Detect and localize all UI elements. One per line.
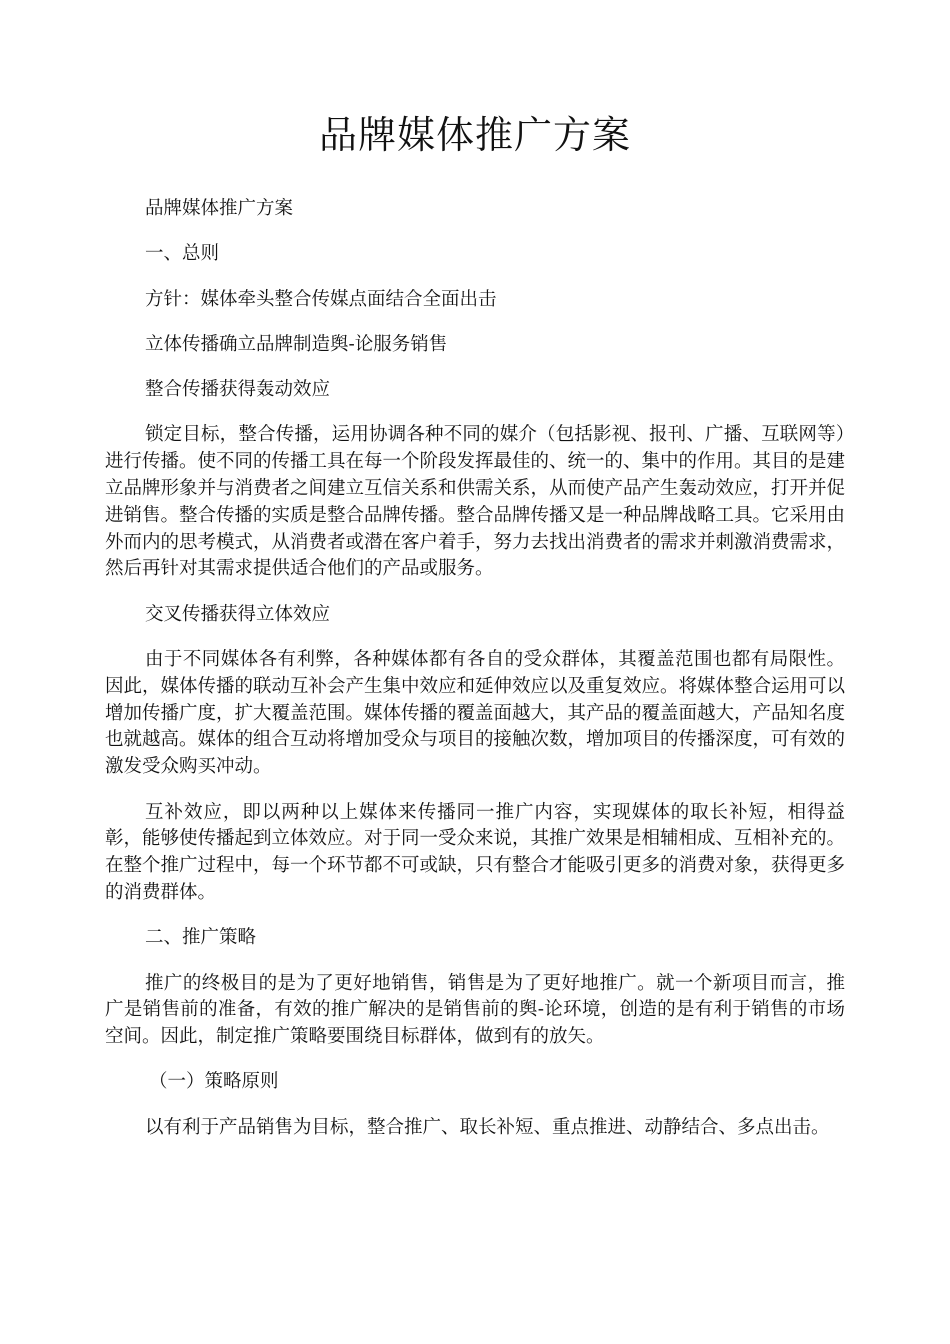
paragraph-subtitle: 品牌媒体推广方案 [145, 198, 294, 219]
paragraph-complement-body: 互补效应，即以两种以上媒体来传播同一推广内容，实现媒体的取长补短，相得益彰，能够使传播起到立体效应。对于同一受众来说，其推广效果是相辅相成、互相补充的。在整个推广过程中，每一个环节都不可或缺，只有整合才能吸引更多的消费对象，获得更多的消费群体。 [105, 801, 846, 903]
document-title: 品牌媒体推广方案 [318, 113, 631, 157]
subheading-principles: （一）策略原则 [149, 1071, 279, 1093]
paragraph-strategy-body: 推广的终极目的是为了更好地销售，销售是为了更好地推广。就一个新项目而言，推广是销售前的准备，有效的推广解决的是销售前的舆-论环境，创造的是有利于销售的市场空间。因此，制定推广策略要围绕目标群体，做到有的放矢。 [105, 972, 845, 1048]
paragraph-policy-line2: 立体传播确立品牌制造舆-论服务销售 [145, 333, 448, 355]
section-heading-general: 一、总则 [145, 243, 220, 265]
paragraph-cross-body: 由于不同媒体各有利弊，各种媒体都有各自的受众群体，其覆盖范围也都有局限性。因此，媒体传播的联动互补会产生集中效应和延伸效应以及重复效应。将媒体整合运用可以增加传播广度，扩大覆盖范围。媒体传播的覆盖面越大，其产品的覆盖面越大，产品知名度也就越高。媒体的组合互动将增加受众与项目的接触次数，增加项目的传播深度，可有效的激发受众购买冲动。 [105, 649, 846, 778]
paragraph-principles-body: 以有利于产品销售为目标，整合推广、取长补短、重点推进、动静结合、多点出击。 [145, 1116, 830, 1138]
subheading-integrated: 整合传播获得轰动效应 [145, 379, 331, 401]
paragraph-integrated-body: 锁定目标，整合传播，运用协调各种不同的媒介（包括影视、报刊、广播、互联网等）进行传播。使不同的传播工具在每一个阶段发挥最佳的、统一的、集中的作用。其目的是建立品牌形象并与消费者之间建立互信关系和供需关系，从而使产品产生轰动效应，打开并促进销售。整合传播的实质是整合品牌传播。整合品牌传播又是一种品牌战略工具。它采用由外而内的思考模式，从消费者或潜在客户着手，努力去找出消费者的需求并刺激消费需求，然后再针对其需求提供适合他们的产品或服务。 [105, 424, 846, 580]
section-heading-strategy: 二、推广策略 [145, 927, 257, 949]
document-body [105, 196, 845, 1142]
subheading-cross: 交叉传播获得立体效应 [145, 603, 331, 625]
paragraph-policy: 方针：媒体牵头整合传媒点面结合全面出击 [145, 288, 497, 310]
